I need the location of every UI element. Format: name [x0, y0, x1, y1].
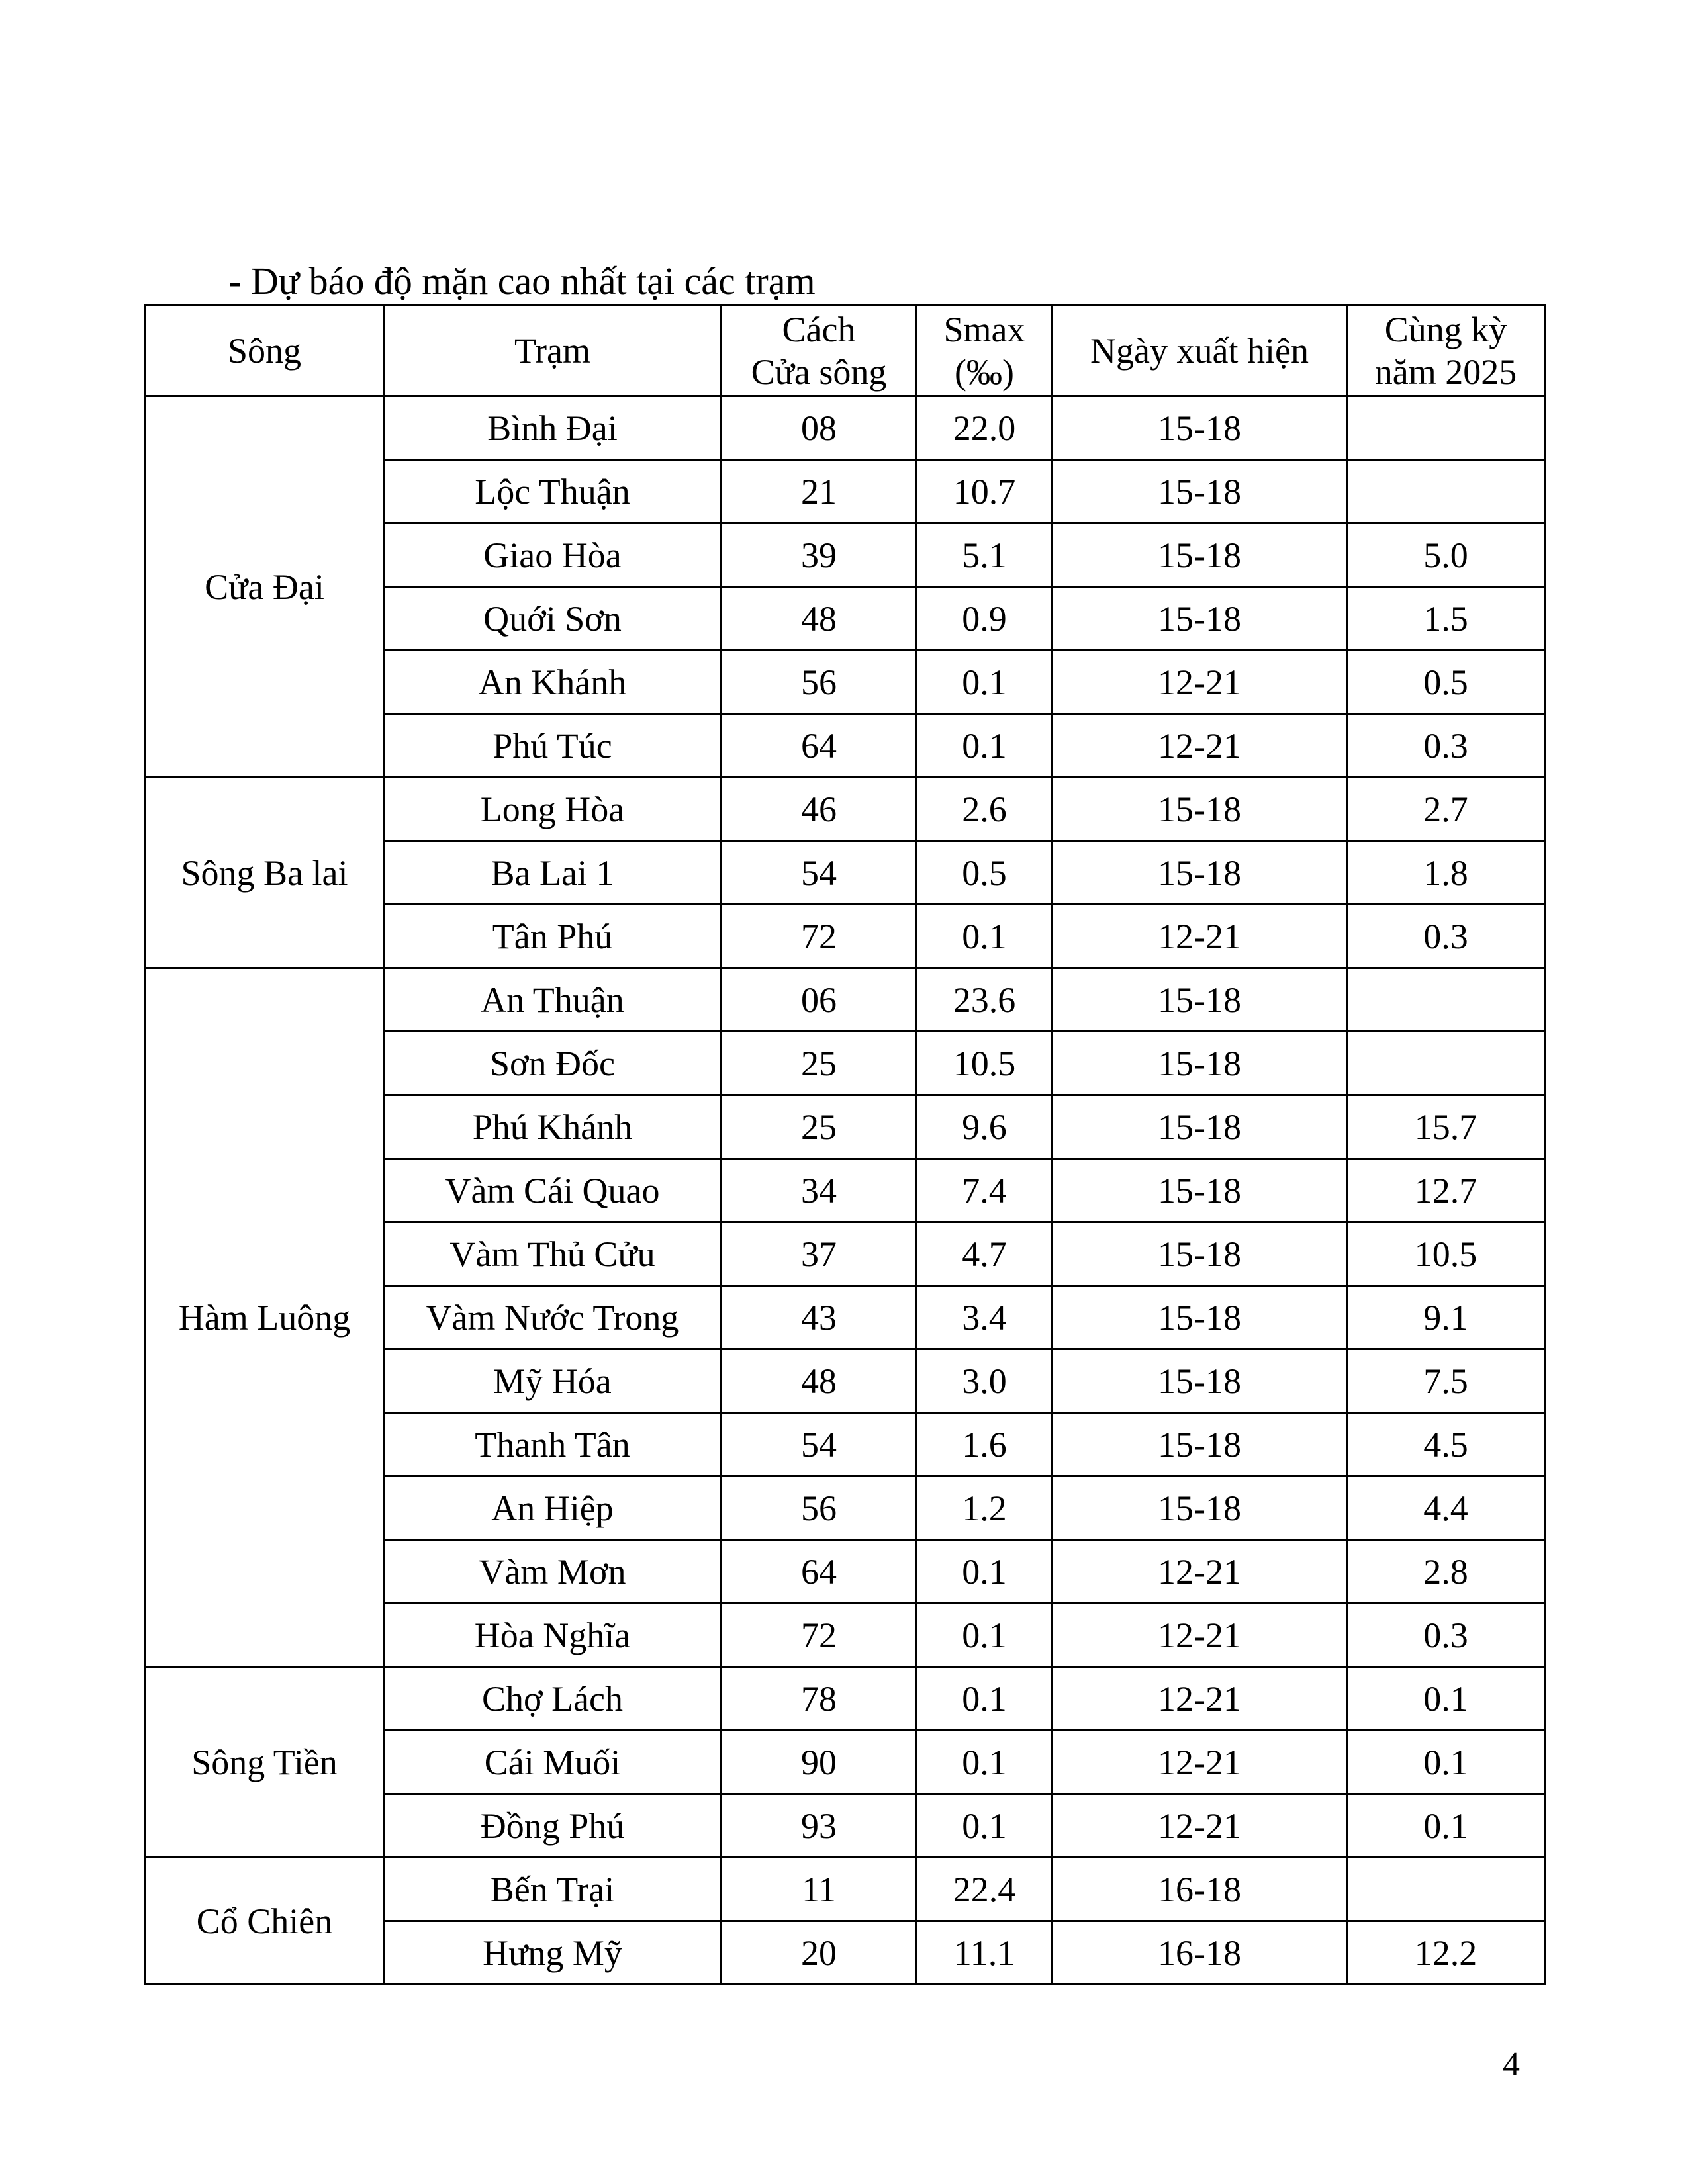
distance-cell: 37 [722, 1222, 917, 1286]
distance-cell: 90 [722, 1731, 917, 1794]
days-cell: 12-21 [1053, 1731, 1347, 1794]
distance-cell: 11 [722, 1858, 917, 1921]
days-cell: 15-18 [1053, 460, 1347, 523]
prev-year-cell [1347, 396, 1545, 460]
header-smax-line2: (‰) [955, 352, 1014, 392]
station-cell: Vàm Cái Quao [384, 1159, 722, 1222]
distance-cell: 25 [722, 1095, 917, 1159]
days-cell: 15-18 [1053, 1222, 1347, 1286]
smax-cell: 7.4 [917, 1159, 1053, 1222]
station-cell: Hưng Mỹ [384, 1921, 722, 1985]
smax-cell: 2.6 [917, 778, 1053, 841]
prev-year-cell: 12.7 [1347, 1159, 1545, 1222]
smax-cell: 0.1 [917, 1731, 1053, 1794]
header-cach-line1: Cách [782, 310, 856, 349]
distance-cell: 93 [722, 1794, 917, 1858]
station-cell: Chợ Lách [384, 1667, 722, 1731]
distance-cell: 06 [722, 968, 917, 1032]
days-cell: 12-21 [1053, 905, 1347, 968]
days-cell: 12-21 [1053, 714, 1347, 778]
distance-cell: 78 [722, 1667, 917, 1731]
station-cell: Giao Hòa [384, 523, 722, 587]
prev-year-cell: 4.4 [1347, 1477, 1545, 1540]
smax-cell: 23.6 [917, 968, 1053, 1032]
river-cell: Sông Ba lai [146, 778, 384, 968]
prev-year-cell: 1.5 [1347, 587, 1545, 651]
distance-cell: 46 [722, 778, 917, 841]
distance-cell: 48 [722, 587, 917, 651]
prev-year-cell: 0.3 [1347, 1604, 1545, 1667]
river-cell: Hàm Luông [146, 968, 384, 1667]
days-cell: 15-18 [1053, 1159, 1347, 1222]
station-cell: Bến Trại [384, 1858, 722, 1921]
station-cell: Phú Túc [384, 714, 722, 778]
river-cell: Sông Tiền [146, 1667, 384, 1858]
smax-cell: 0.1 [917, 1667, 1053, 1731]
station-cell: Tân Phú [384, 905, 722, 968]
station-cell: Vàm Nước Trong [384, 1286, 722, 1349]
caption-dash: - [228, 259, 242, 302]
distance-cell: 43 [722, 1286, 917, 1349]
header-smax [917, 306, 1053, 396]
days-cell: 12-21 [1053, 1604, 1347, 1667]
days-cell: 15-18 [1053, 1477, 1347, 1540]
salinity-forecast-table [144, 304, 1546, 1985]
station-cell: An Thuận [384, 968, 722, 1032]
prev-year-cell: 7.5 [1347, 1349, 1545, 1413]
distance-cell: 48 [722, 1349, 917, 1413]
smax-cell: 0.1 [917, 1540, 1053, 1604]
smax-cell: 4.7 [917, 1222, 1053, 1286]
station-cell: An Hiệp [384, 1477, 722, 1540]
header-cach-cua-song [722, 306, 917, 396]
days-cell: 15-18 [1053, 968, 1347, 1032]
distance-cell: 54 [722, 841, 917, 905]
header-cungky-line2: năm 2025 [1374, 352, 1517, 392]
days-cell: 15-18 [1053, 1349, 1347, 1413]
days-cell: 16-18 [1053, 1858, 1347, 1921]
table-caption [228, 255, 816, 308]
prev-year-cell: 0.3 [1347, 905, 1545, 968]
station-cell: Thanh Tân [384, 1413, 722, 1477]
header-cach-line2: Cửa sông [751, 352, 887, 392]
smax-cell: 0.5 [917, 841, 1053, 905]
distance-cell: 64 [722, 1540, 917, 1604]
header-song: Sông [146, 306, 384, 396]
smax-cell: 0.1 [917, 905, 1053, 968]
prev-year-cell: 0.3 [1347, 714, 1545, 778]
smax-cell: 10.5 [917, 1032, 1053, 1095]
days-cell: 15-18 [1053, 1286, 1347, 1349]
table-header [146, 306, 1545, 396]
river-cell: Cửa Đại [146, 396, 384, 778]
smax-cell: 11.1 [917, 1921, 1053, 1985]
prev-year-cell: 4.5 [1347, 1413, 1545, 1477]
days-cell: 15-18 [1053, 396, 1347, 460]
distance-cell: 54 [722, 1413, 917, 1477]
smax-cell: 0.1 [917, 1604, 1053, 1667]
days-cell: 15-18 [1053, 1032, 1347, 1095]
smax-cell: 10.7 [917, 460, 1053, 523]
distance-cell: 08 [722, 396, 917, 460]
distance-cell: 39 [722, 523, 917, 587]
prev-year-cell: 10.5 [1347, 1222, 1545, 1286]
table-row [146, 778, 1545, 841]
days-cell: 12-21 [1053, 1540, 1347, 1604]
prev-year-cell: 2.8 [1347, 1540, 1545, 1604]
prev-year-cell [1347, 1858, 1545, 1921]
distance-cell: 20 [722, 1921, 917, 1985]
station-cell: Sơn Đốc [384, 1032, 722, 1095]
days-cell: 15-18 [1053, 841, 1347, 905]
days-cell: 12-21 [1053, 1794, 1347, 1858]
prev-year-cell: 5.0 [1347, 523, 1545, 587]
prev-year-cell: 0.1 [1347, 1667, 1545, 1731]
header-ngay-xuat-hien: Ngày xuất hiện [1053, 306, 1347, 396]
table-row [146, 1858, 1545, 1921]
station-cell: Lộc Thuận [384, 460, 722, 523]
header-smax-line1: Smax [943, 310, 1025, 349]
days-cell: 15-18 [1053, 1413, 1347, 1477]
prev-year-cell [1347, 968, 1545, 1032]
table-row [146, 396, 1545, 460]
smax-cell: 9.6 [917, 1095, 1053, 1159]
smax-cell: 22.4 [917, 1858, 1053, 1921]
days-cell: 16-18 [1053, 1921, 1347, 1985]
distance-cell: 21 [722, 460, 917, 523]
smax-cell: 0.1 [917, 714, 1053, 778]
smax-cell: 0.1 [917, 651, 1053, 714]
prev-year-cell [1347, 1032, 1545, 1095]
station-cell: Bình Đại [384, 396, 722, 460]
prev-year-cell [1347, 460, 1545, 523]
station-cell: Hòa Nghĩa [384, 1604, 722, 1667]
header-cungky-line1: Cùng kỳ [1384, 310, 1507, 349]
smax-cell: 1.2 [917, 1477, 1053, 1540]
distance-cell: 34 [722, 1159, 917, 1222]
distance-cell: 25 [722, 1032, 917, 1095]
station-cell: An Khánh [384, 651, 722, 714]
table-row [146, 1667, 1545, 1731]
days-cell: 12-21 [1053, 1667, 1347, 1731]
station-cell: Cái Muối [384, 1731, 722, 1794]
table-body [146, 396, 1545, 1985]
page-number: 4 [1503, 2046, 1520, 2083]
station-cell: Vàm Mơn [384, 1540, 722, 1604]
station-cell: Mỹ Hóa [384, 1349, 722, 1413]
smax-cell: 1.6 [917, 1413, 1053, 1477]
header-row [146, 306, 1545, 396]
smax-cell: 0.9 [917, 587, 1053, 651]
river-cell: Cổ Chiên [146, 1858, 384, 1985]
prev-year-cell: 15.7 [1347, 1095, 1545, 1159]
caption-text: Dự báo độ mặn cao nhất tại các trạm [250, 259, 816, 302]
smax-cell: 5.1 [917, 523, 1053, 587]
station-cell: Đồng Phú [384, 1794, 722, 1858]
station-cell: Quới Sơn [384, 587, 722, 651]
distance-cell: 72 [722, 905, 917, 968]
days-cell: 12-21 [1053, 651, 1347, 714]
smax-cell: 0.1 [917, 1794, 1053, 1858]
smax-cell: 3.4 [917, 1286, 1053, 1349]
prev-year-cell: 0.5 [1347, 651, 1545, 714]
prev-year-cell: 12.2 [1347, 1921, 1545, 1985]
smax-cell: 22.0 [917, 396, 1053, 460]
table-row [146, 968, 1545, 1032]
station-cell: Phú Khánh [384, 1095, 722, 1159]
prev-year-cell: 0.1 [1347, 1794, 1545, 1858]
distance-cell: 72 [722, 1604, 917, 1667]
prev-year-cell: 2.7 [1347, 778, 1545, 841]
station-cell: Vàm Thủ Cửu [384, 1222, 722, 1286]
days-cell: 15-18 [1053, 523, 1347, 587]
distance-cell: 56 [722, 1477, 917, 1540]
station-cell: Ba Lai 1 [384, 841, 722, 905]
days-cell: 15-18 [1053, 587, 1347, 651]
distance-cell: 56 [722, 651, 917, 714]
smax-cell: 3.0 [917, 1349, 1053, 1413]
prev-year-cell: 1.8 [1347, 841, 1545, 905]
header-tram: Trạm [384, 306, 722, 396]
days-cell: 15-18 [1053, 1095, 1347, 1159]
days-cell: 15-18 [1053, 778, 1347, 841]
prev-year-cell: 9.1 [1347, 1286, 1545, 1349]
prev-year-cell: 0.1 [1347, 1731, 1545, 1794]
distance-cell: 64 [722, 714, 917, 778]
station-cell: Long Hòa [384, 778, 722, 841]
header-cung-ky [1347, 306, 1545, 396]
